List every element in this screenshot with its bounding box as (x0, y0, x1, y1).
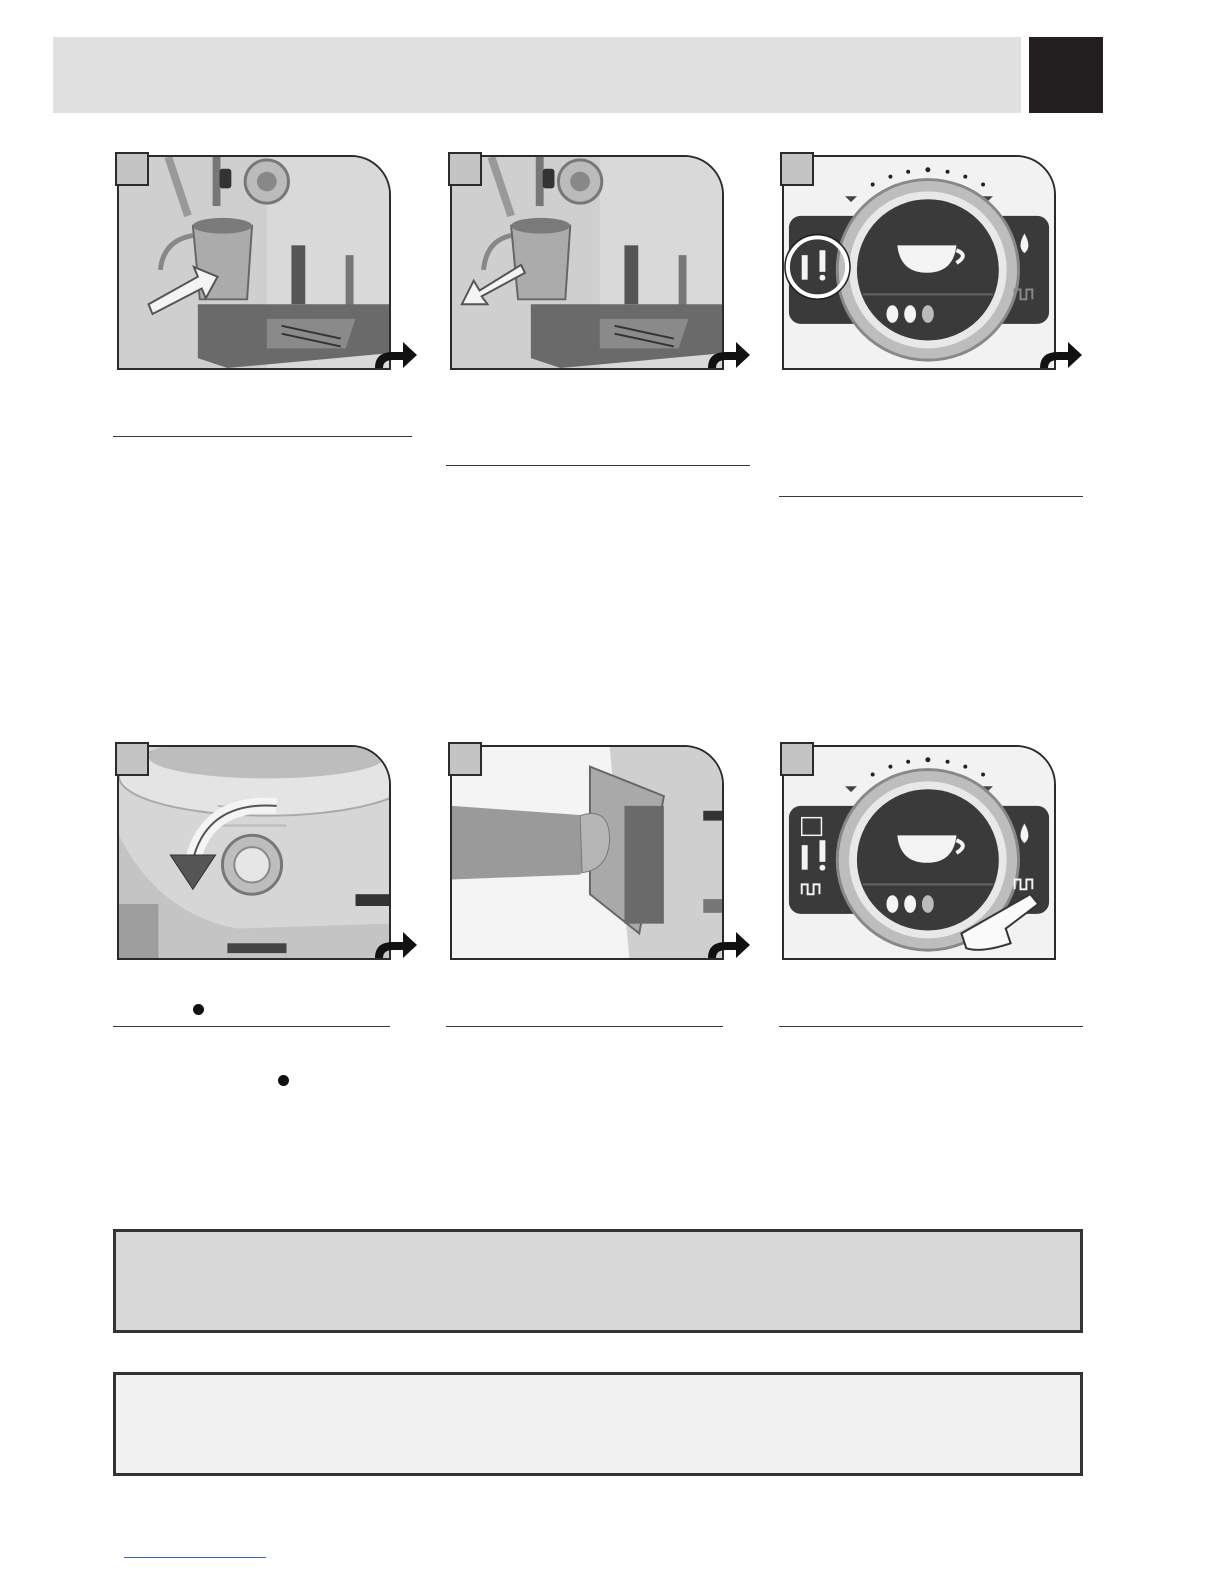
step-6-illustration (782, 745, 1056, 960)
control-panel-steam-button-image (784, 747, 1054, 958)
step-4-illustration (117, 745, 391, 960)
step-4-number-box (115, 742, 149, 776)
step-3-illustration (782, 155, 1056, 370)
footer-link[interactable] (124, 1557, 266, 1558)
next-step-arrow-icon (706, 930, 752, 960)
step-5-text-rule (446, 1026, 723, 1027)
step-6-text-rule (779, 1026, 1083, 1027)
step-4-text-rule (113, 1026, 390, 1027)
bullet-dot-icon (193, 1004, 204, 1015)
next-step-arrow-icon (1038, 340, 1084, 370)
important-note-box (113, 1229, 1083, 1333)
bullet-dot-icon (278, 1075, 289, 1086)
step-2-text-rule (446, 465, 750, 466)
milk-jug-insert-image (119, 157, 389, 368)
step-1-number-box (115, 152, 149, 186)
step-3-number-box (780, 152, 814, 186)
step-1-illustration (117, 155, 391, 370)
step-2-number-box (448, 152, 482, 186)
step-5-number-box (448, 742, 482, 776)
step-3-text-rule (779, 496, 1083, 497)
step-1-text-rule (113, 436, 412, 437)
next-step-arrow-icon (373, 340, 419, 370)
header-bar (53, 37, 1021, 113)
section-tab (1029, 37, 1103, 113)
control-panel-warning-image (784, 157, 1054, 368)
step-5-illustration (450, 745, 724, 960)
step-2-illustration (450, 155, 724, 370)
next-step-arrow-icon (373, 930, 419, 960)
next-step-arrow-icon (706, 340, 752, 370)
info-note-box (113, 1372, 1083, 1476)
service-door-open-image (452, 747, 722, 958)
step-6-number-box (780, 742, 814, 776)
knob-turn-image (119, 747, 389, 958)
milk-jug-remove-image (452, 157, 722, 368)
